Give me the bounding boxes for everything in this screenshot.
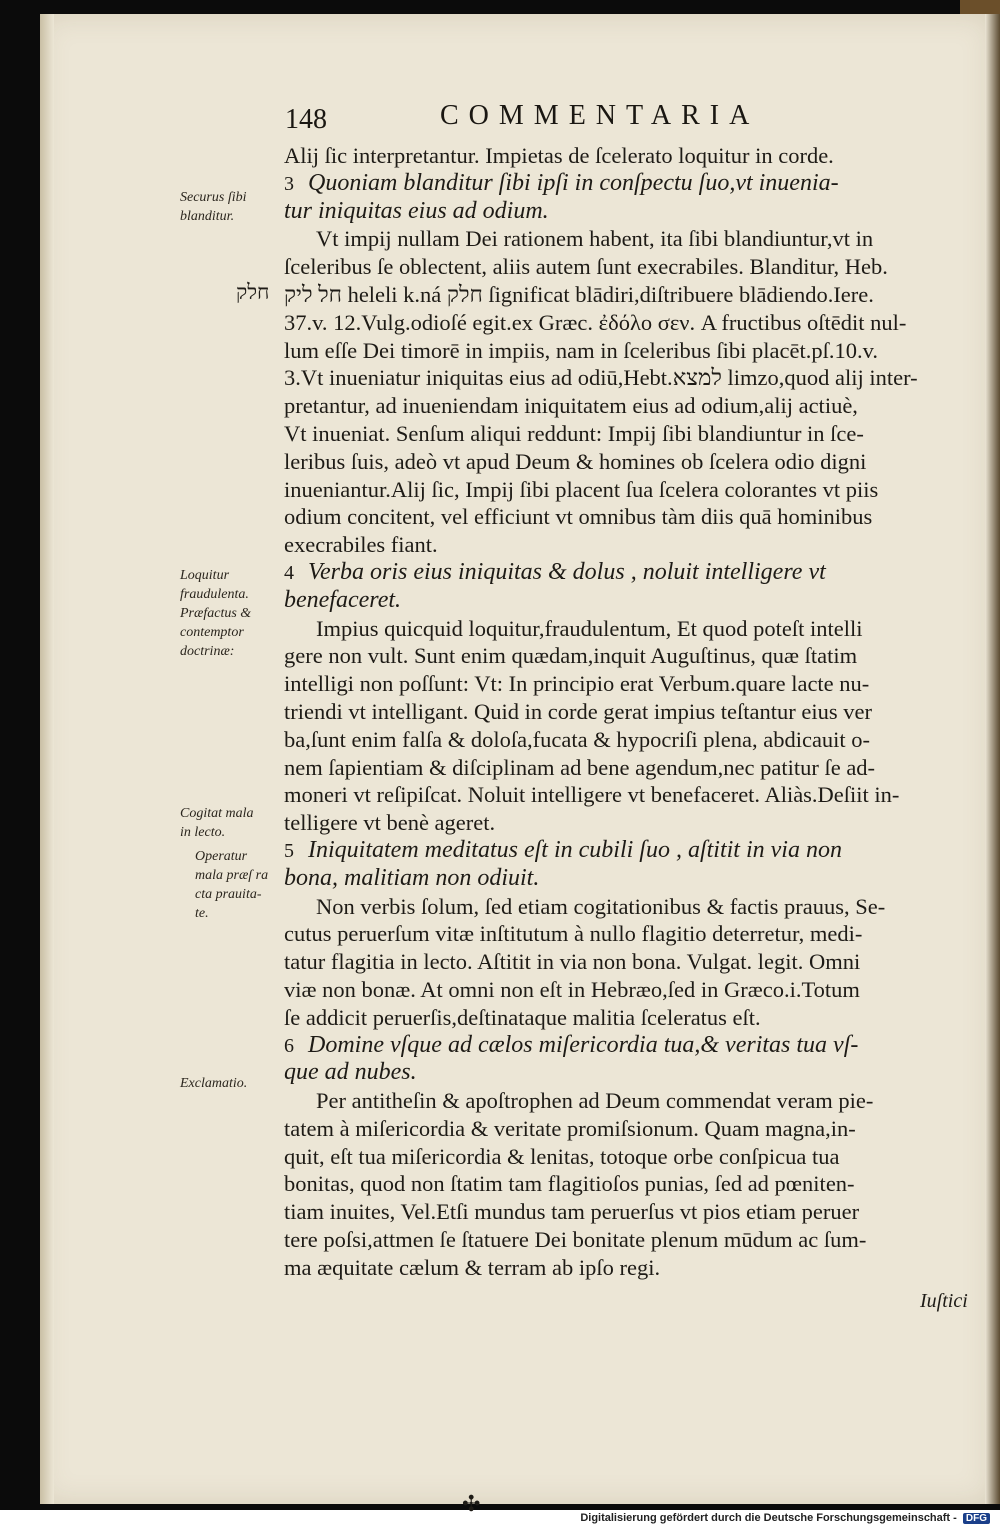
line-text: Impius quicquid loquitur,fraudulentum, Et quod poteſt intelli [316,615,863,641]
text-line [284,309,984,337]
line-text: quit, eſt tua miſericordia & lenitas, totoque orbe conſpicua tua [284,1143,840,1169]
verse-line [284,865,984,893]
text-line [284,531,984,559]
verse-number: 6 [284,1034,294,1057]
text-line [284,1226,984,1254]
line-text: tiam inuites, Vel.Etſi mundus tam peruerſus vt pios etiam peruer [284,1199,860,1225]
verse-line [284,170,984,198]
verse-number: 5 [284,839,294,862]
line-text: leribus ſuis, adeò vt apud Deum & homines ob ſcelera odio digni [284,448,867,474]
text-line [284,809,984,837]
line-text: gere non vult. Sunt enim quædam,inquit Auguſtinus, quæ ſtatim [284,643,858,669]
text-line [284,448,984,476]
margin-note-line: blanditur. [180,209,235,224]
line-text: 3.Vt inueniatur iniquitas eius ad odiū,Hebt.למצא limzo,quod alij inter- [284,365,918,391]
dfg-logo: DFG [963,1513,990,1524]
text-line [284,615,984,643]
catchword: Iuſtici [920,1290,968,1312]
line-text: Alij ſic interpretantur. Impietas de ſcelerato loquitur in corde. [284,143,834,168]
margin-note-line: mala præſ ra [195,868,269,883]
margin-note-line: Præfactus & [180,606,252,621]
margin-note-line: te. [195,906,209,921]
margin-note-line: Exclamatio. [180,1076,248,1091]
margin-note [180,1074,290,1093]
line-text: intelligi non poſſunt: Vt: In principio erat Verbum.quare lacte nu- [284,671,870,697]
margin-note-line: Loquitur [180,568,230,583]
text-line [284,253,984,281]
text-line [284,1198,984,1226]
verse-line [284,587,984,615]
margin-note-line: doctrinæ: [180,644,235,659]
line-text: ma æquitate cælum & terram ab ipſo regi. [284,1254,661,1280]
footer-text: Digitalisierung gefördert durch die Deutsche Forschungsgemeinschaft - [580,1512,957,1524]
text-line [284,392,984,420]
line-text: execrabiles fiant. [284,532,438,558]
text-line [284,420,984,448]
verse-line [284,1059,984,1087]
line-text: bonitas, quod non ſtatim tam flagitioſos punias, ſed ad pœniten- [284,1171,855,1197]
line-text: ba,ſunt enim falſa & doloſa,fucata & hypocriſi plena, abdicauit o- [284,726,871,752]
line-text: benefaceret. [284,586,402,613]
text-line [284,1004,984,1032]
line-text: pretantur, ad inueniendam iniquitatem eius ad odium,alij actiuè, [284,393,858,419]
text-line [284,920,984,948]
text-line [284,225,984,253]
line-text: Vt impij nullam Dei rationem habent, ita ſibi blandiuntur,vt in [316,226,874,252]
text-line [284,781,984,809]
text-line [284,726,984,754]
verse-line [284,1032,984,1060]
text-line [284,754,984,782]
line-text: Iniquitatem meditatus eſt in cubili ſuo , aſtitit in via non [308,836,842,863]
text-line [284,1170,984,1198]
line-text: Vt inueniat. Senſum aliqui reddunt: Impij ſibi blandiuntur in ſce- [284,420,864,446]
line-text: Quoniam blanditur ſibi ipſi in conſpectu ſuo,vt inuenia- [308,169,839,196]
line-text: Non verbis ſolum, ſed etiam cogitationibus & factis prauus, Se- [316,893,886,919]
margin-note [195,847,305,923]
line-text: moneri vt reſipiſcat. Noluit intelligere vt benefaceret. Aliàs.Deſiit in- [284,782,900,808]
text-line [284,142,984,170]
text-line [284,1115,984,1143]
line-text: tatem à miſericordia & veritate promiſsionum. Quam magna,in- [284,1115,856,1141]
line-text: cutus peruerſum vitæ inſtitutum à nullo flagitio deterretur, medi- [284,921,863,947]
text-line [284,364,984,392]
line-text: חל ליק heleli k.ná חלק ſignificat blādiri,diſtribuere blādiendo.Iere. [284,281,874,307]
line-text: Verba oris eius iniquitas & dolus , noluit intelligere vt [308,558,826,585]
hebrew-margin-word: חלק [236,280,270,304]
line-text: bona, malitiam non odiuit. [284,864,540,891]
line-text: que ad nubes. [284,1059,417,1086]
text-line [284,976,984,1004]
line-text: Per antitheſin & apoſtrophen ad Deum commendat veram pie- [316,1088,874,1114]
line-text: tur iniquitas eius ad odium. [284,197,549,224]
text-line [284,1143,984,1171]
verse-number: 3 [284,172,294,195]
margin-note-line: Cogitat mala [180,806,254,821]
line-text: lum eſſe Dei timorē in impiis, nam in ſceleribus ſibi placēt.pſ.10.v. [284,337,879,363]
margin-note-line: fraudulenta. [180,587,249,602]
text-line [284,1087,984,1115]
line-text: triendi vt intelligant. Quid in corde gerat impius teſtantur eius ver [284,698,872,724]
line-text: tere poſsi,attmen ſe ſtatuere Dei bonitate plenum mūdum ac ſum- [284,1227,867,1253]
line-text: odium concitent, vel efficiunt vt omnibus tàm diis quā hominibus [284,504,873,530]
line-text: nem ſapientiam & diſciplinam ad bene agendum,nec patitur ſe ad- [284,754,876,780]
text-line [284,1254,984,1282]
page-gutter-shadow [40,14,54,1504]
text-line [284,893,984,921]
margin-note-line: in lecto. [180,825,226,840]
digitization-footer [580,1512,990,1524]
margin-note [180,566,290,661]
text-line [284,281,984,309]
line-text: inueniantur.Alij ſic, Impij ſibi placent ſua ſcelera colorantes vt piis [284,476,879,502]
text-line [284,670,984,698]
text-line [284,642,984,670]
line-text: Domine vſque ad cælos miſericordia tua,& veritas tua vſ- [308,1031,859,1058]
line-text: 37.v. 12.Vulg.odioſé egit.ex Græc. ἐδόλο σεν. A fructibus oſtēdit nul- [284,309,907,335]
page-number: 148 [285,104,327,135]
commentary-body [284,142,984,1282]
line-text: ſe addicit peruerſis,deſtinataque malitia ſceleratus eſt. [284,1004,761,1030]
text-line [284,337,984,365]
margin-note-line: cta prauita- [195,887,262,902]
verse-number: 4 [284,561,294,584]
margin-note-line: Securus ſibi [180,190,247,205]
text-line [284,698,984,726]
verse-line [284,837,984,865]
margin-note-line: Operatur [195,849,248,864]
page-header [285,100,845,140]
margin-note-line: contemptor [180,625,244,640]
margin-note [180,804,290,842]
text-line [284,476,984,504]
line-text: ſceleribus ſe oblectent, aliis autem ſunt execrabiles. Blanditur, Heb. [284,254,888,280]
text-line [284,948,984,976]
page-right-edge [985,14,1000,1504]
ornament-icon: ✣ [462,1492,481,1517]
line-text: telligere vt benè ageret. [284,810,496,836]
margin-note [180,188,290,226]
verse-line [284,559,984,587]
line-text: tatur flagitia in lecto. Aſtitit in via non bona. Vulgat. legit. Omni [284,949,861,975]
text-line [284,503,984,531]
verse-line [284,198,984,226]
line-text: viæ non bonæ. At omni non eſt in Hebræo,ſed in Græco.i.Totum [284,976,860,1002]
running-title: COMMENTARIA [440,100,760,131]
